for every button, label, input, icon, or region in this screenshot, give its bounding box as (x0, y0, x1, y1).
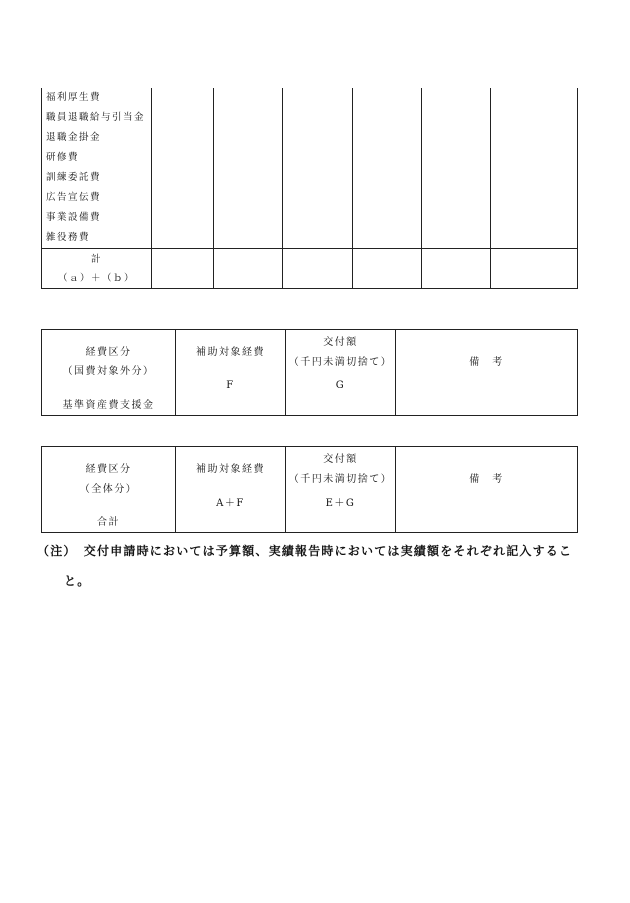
total-formula: （ａ）＋（ｂ） (57, 273, 135, 284)
grant-sub: （千円未満切捨て） (288, 357, 393, 368)
table3-border-right (577, 446, 578, 533)
table2-col-divider (175, 329, 176, 416)
grant-sub: （千円未満切捨て） (288, 474, 393, 485)
grant-label: 交付額 (323, 454, 358, 465)
expense-item: 事業設備費 (46, 212, 102, 223)
table1-col-divider (490, 88, 491, 289)
table1-total-divider (41, 248, 578, 249)
table3-border-bottom (41, 532, 578, 533)
expense-item: 職員退職給与引当金 (46, 112, 146, 123)
table2-border-top (41, 329, 578, 330)
grant-code: E＋G (325, 498, 356, 509)
subsidy-label: 補助対象経費 (196, 347, 265, 358)
table2-border-bottom (41, 415, 578, 416)
subsidy-code: A＋F (216, 498, 245, 509)
table1-col-divider (213, 88, 214, 289)
table3-col-divider (175, 446, 176, 533)
table1-col-divider (282, 88, 283, 289)
subsidy-code: F (226, 380, 235, 391)
expense-item: 広告宣伝費 (46, 192, 102, 203)
table2-col-divider (395, 329, 396, 416)
expense-item: 福利厚生費 (46, 92, 102, 103)
table1-col-divider (421, 88, 422, 289)
remarks-label: 備 考 (469, 357, 504, 368)
expense-item: 研修費 (46, 152, 80, 163)
grant-code: G (335, 380, 346, 391)
category-item: 基準資産費支援金 (62, 400, 155, 411)
subsidy-label: 補助対象経費 (196, 464, 265, 475)
table1-border-right (577, 88, 578, 289)
category-sub: （全体分） (79, 484, 138, 495)
total-label: 計 (90, 254, 102, 265)
table1-border-bottom (41, 288, 578, 289)
expense-item: 雑役務費 (46, 232, 91, 243)
grant-label: 交付額 (323, 337, 358, 348)
note-line-1: （注） 交付申請時においては予算額、実績報告時においては実績額をそれぞれ記入するこ (37, 544, 573, 558)
category-label: 経費区分 (85, 347, 132, 358)
table3-border-top (41, 446, 578, 447)
table1-col-divider (151, 88, 152, 289)
table2-border-right (577, 329, 578, 416)
category-sub: （国費対象外分） (62, 366, 155, 377)
category-item: 合計 (97, 517, 120, 528)
table1-col-divider (352, 88, 353, 289)
table3-col-divider (395, 446, 396, 533)
category-label: 経費区分 (85, 464, 132, 475)
expense-item: 訓練委託費 (46, 172, 102, 183)
expense-item: 退職金掛金 (46, 132, 102, 143)
note-line-2: と。 (64, 574, 91, 588)
remarks-label: 備 考 (469, 474, 504, 485)
